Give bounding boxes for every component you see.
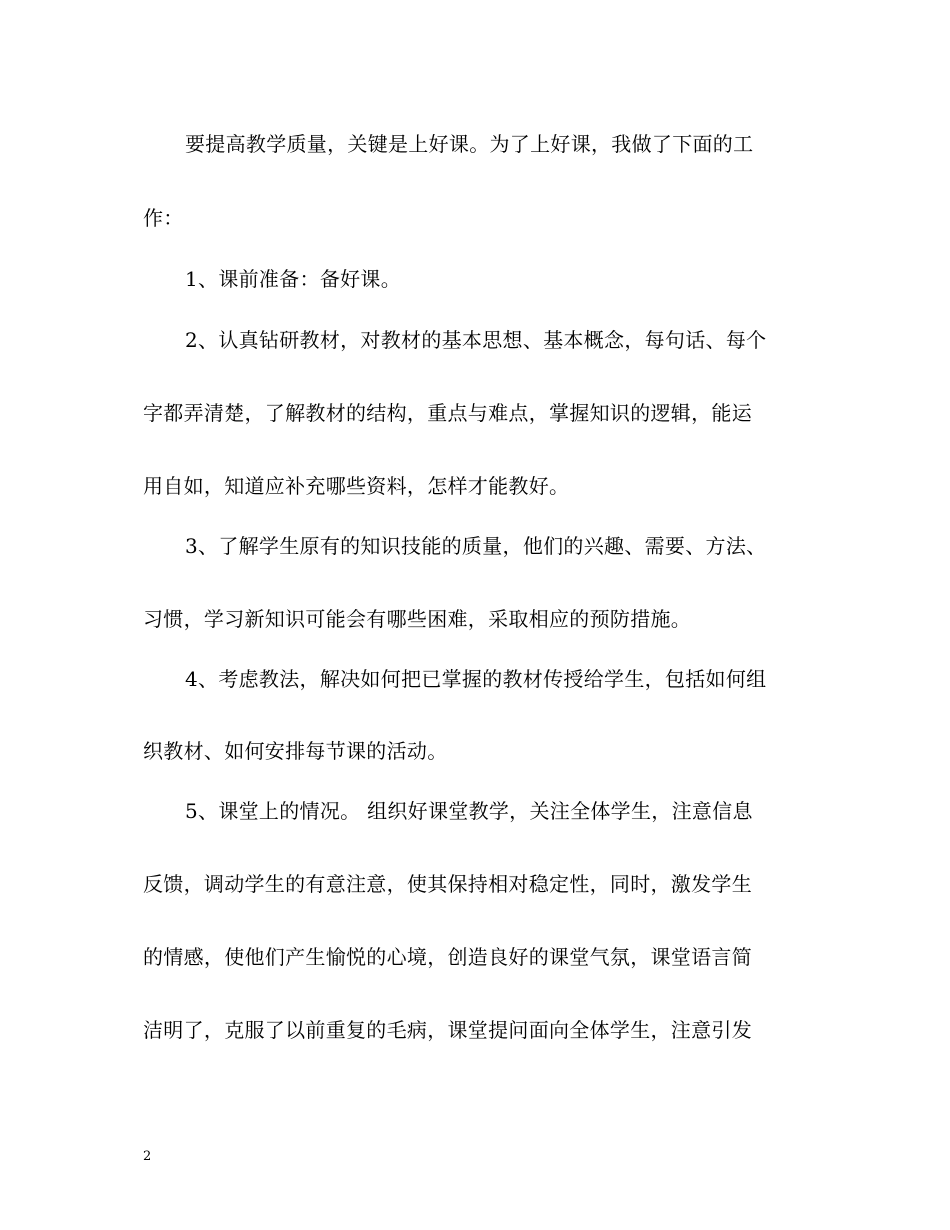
paragraph-line: 4、考虑教法，解决如何把已掌握的教材传授给学生，包括如何组 [185,667,767,691]
paragraph-line: 3、了解学生原有的知识技能的质量，他们的兴趣、需要、方法、 [185,534,767,558]
paragraph-line: 要提高教学质量，关键是上好课。为了上好课，我做了下面的工 [185,132,754,156]
paragraph-line: 作： [143,206,184,230]
paragraph-line: 字都弄清楚，了解教材的结构，重点与难点，掌握知识的逻辑，能运 [143,401,752,425]
paragraph-line: 2、认真钻研教材，对教材的基本思想、基本概念，每句话、每个 [185,328,767,352]
paragraph-line: 洁明了，克服了以前重复的毛病，课堂提问面向全体学生，注意引发 [143,1018,752,1042]
paragraph-line: 用自如，知道应补充哪些资料，怎样才能教好。 [143,474,570,498]
paragraph-line: 习惯，学习新知识可能会有哪些困难，采取相应的预防措施。 [143,607,692,631]
paragraph-line: 5、课堂上的情况。 组织好课堂教学，关注全体学生，注意信息 [185,799,753,823]
page-number: 2 [143,1149,152,1164]
paragraph-line: 织教材、如何安排每节课的活动。 [143,739,448,763]
paragraph-line: 的情感，使他们产生愉悦的心境，创造良好的课堂气氛，课堂语言简 [143,945,752,969]
paragraph-line: 1、课前准备：备好课。 [185,267,402,291]
paragraph-line: 反馈，调动学生的有意注意，使其保持相对稳定性，同时，激发学生 [143,872,752,896]
